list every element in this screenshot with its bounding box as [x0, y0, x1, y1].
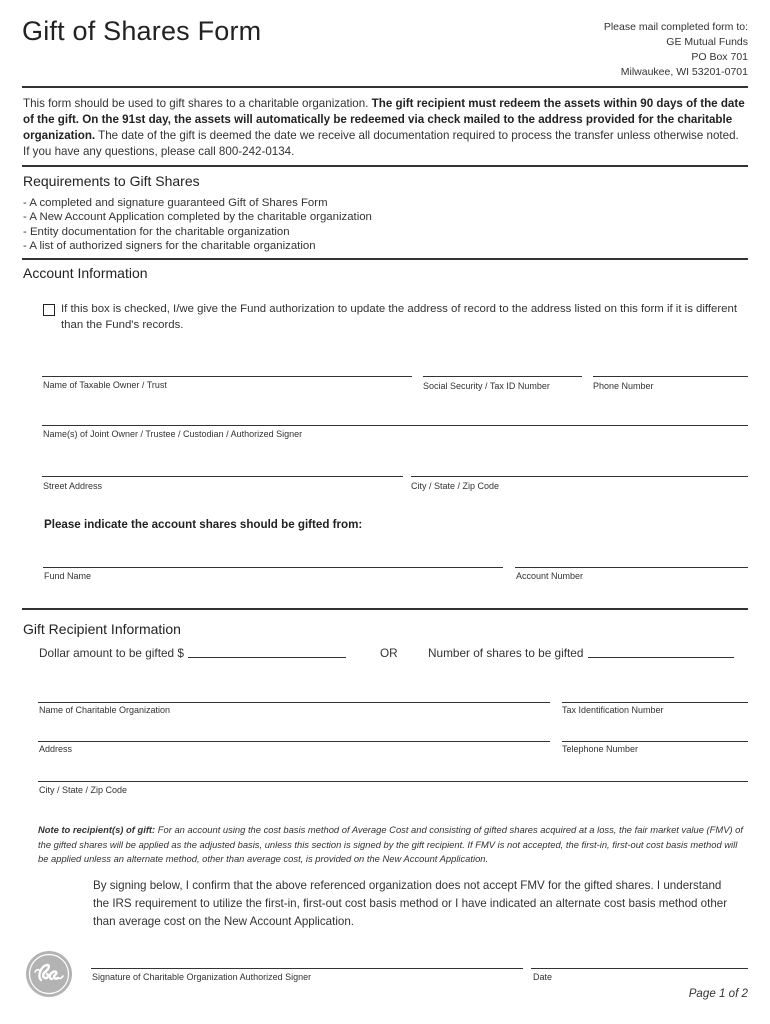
- address-update-checkbox[interactable]: [43, 304, 55, 316]
- charitable-org-label: Name of Charitable Organization: [39, 705, 171, 715]
- tax-id-label: Tax Identification Number: [562, 705, 664, 715]
- signature-field[interactable]: [91, 968, 523, 969]
- divider: [22, 608, 748, 610]
- ssn-field[interactable]: [423, 376, 582, 377]
- shares-source-prompt: Please indicate the account shares should be gifted from:: [44, 518, 363, 531]
- ssn-label: Social Security / Tax ID Number: [423, 381, 550, 391]
- owner-name-label: Name of Taxable Owner / Trust: [43, 380, 167, 390]
- mail-line: GE Mutual Funds: [666, 36, 748, 48]
- account-number-label: Account Number: [516, 571, 584, 581]
- charitable-org-field[interactable]: [38, 702, 550, 703]
- list-item: - A New Account Application completed by the charitable organization: [23, 211, 372, 224]
- mail-line: Milwaukee, WI 53201-0701: [620, 66, 748, 78]
- requirements-heading: Requirements to Gift Shares: [23, 173, 200, 189]
- account-number-field[interactable]: [515, 567, 748, 568]
- city-state-zip-field[interactable]: [411, 476, 748, 477]
- recipient-city-field[interactable]: [38, 781, 748, 782]
- mail-line: Please mail completed form to:: [603, 21, 748, 33]
- mail-line: PO Box 701: [691, 51, 748, 63]
- divider: [22, 165, 748, 167]
- or-label: OR: [380, 646, 398, 660]
- date-label: Date: [533, 972, 553, 982]
- recipient-heading: Gift Recipient Information: [23, 621, 181, 637]
- mailing-address: [604, 20, 748, 80]
- checkbox-label: If this box is checked, I/we give the Fund authorization to update the address of record to the address listed on this form if it is different than the Fund's records.: [61, 303, 738, 331]
- recipient-note: [38, 823, 750, 867]
- page-number: Page 1 of 2: [688, 987, 748, 1000]
- joint-owner-label: Name(s) of Joint Owner / Trustee / Custodian / Authorized Signer: [43, 429, 303, 439]
- tax-id-field[interactable]: [562, 702, 748, 703]
- shares-count-field[interactable]: [588, 657, 734, 658]
- recipient-address-label: Address: [39, 744, 73, 754]
- divider: [22, 258, 748, 260]
- owner-name-field[interactable]: [42, 376, 412, 377]
- date-field[interactable]: [531, 968, 748, 969]
- dollar-amount-label: Dollar amount to be gifted $: [39, 646, 184, 660]
- intro-bold-text: The gift recipient must redeem the assets within 90 days of the date of the gift. On the 91st day, the assets will automatically be redeemed via check mailed to the address provided for the charitable organization.: [23, 97, 745, 142]
- city-state-zip-label: City / State / Zip Code: [411, 481, 500, 491]
- telephone-label: Telephone Number: [562, 744, 639, 754]
- form-title: Gift of Shares Form: [22, 16, 262, 46]
- fmv-confirmation-text: By signing below, I confirm that the above referenced organization does not accept FMV for the gifted shares. I understand the IRS requirement to utilize the first-in, first-out cost basis method or I have indicated an alternate cost basis method other than average cost on the New Account Application.: [93, 879, 728, 928]
- intro-text: This form should be used to gift shares to a charitable organization.: [23, 97, 372, 110]
- signature-label: Signature of Charitable Organization Authorized Signer: [92, 972, 312, 982]
- list-item: - A list of authorized signers for the charitable organization: [23, 239, 316, 252]
- telephone-field[interactable]: [562, 741, 748, 742]
- account-heading: Account Information: [23, 265, 148, 281]
- street-address-field[interactable]: [42, 476, 403, 477]
- joint-owner-field[interactable]: [42, 425, 748, 426]
- divider: [22, 86, 748, 88]
- fund-name-label: Fund Name: [44, 571, 92, 581]
- requirements-list: [23, 196, 372, 253]
- fund-name-field[interactable]: [43, 567, 503, 568]
- recipient-city-label: City / State / Zip Code: [39, 785, 128, 795]
- list-item: - A completed and signature guaranteed Gift of Shares Form: [23, 197, 328, 209]
- dollar-amount-field[interactable]: [188, 657, 346, 658]
- note-text: For an account using the cost basis method of Average Cost and consisting of gifted shares acquired at a loss, the fair market value (FMV) of the gifted shares will be applied as the adjusted basis, unless this section is signed by the gift recipient. If FMV is not accepted, the first-in, first-out cost basis method will be applied unless an alternate method, other than average cost, is provided on the New Account Application.: [38, 824, 743, 864]
- intro-text: The date of the gift is deemed the date we receive all documentation required to process the transfer unless otherwise noted. If you have any questions, please call 800-242-0134.: [23, 129, 739, 158]
- shares-count-label: Number of shares to be gifted: [428, 646, 584, 660]
- recipient-address-field[interactable]: [38, 741, 550, 742]
- list-item: - Entity documentation for the charitable organization: [23, 225, 290, 238]
- phone-label: Phone Number: [593, 381, 654, 391]
- street-address-label: Street Address: [43, 481, 103, 491]
- note-heading: Note to recipient(s) of gift:: [38, 824, 156, 835]
- phone-field[interactable]: [593, 376, 748, 377]
- intro-paragraph: [23, 96, 748, 160]
- ge-logo-icon: [25, 950, 73, 998]
